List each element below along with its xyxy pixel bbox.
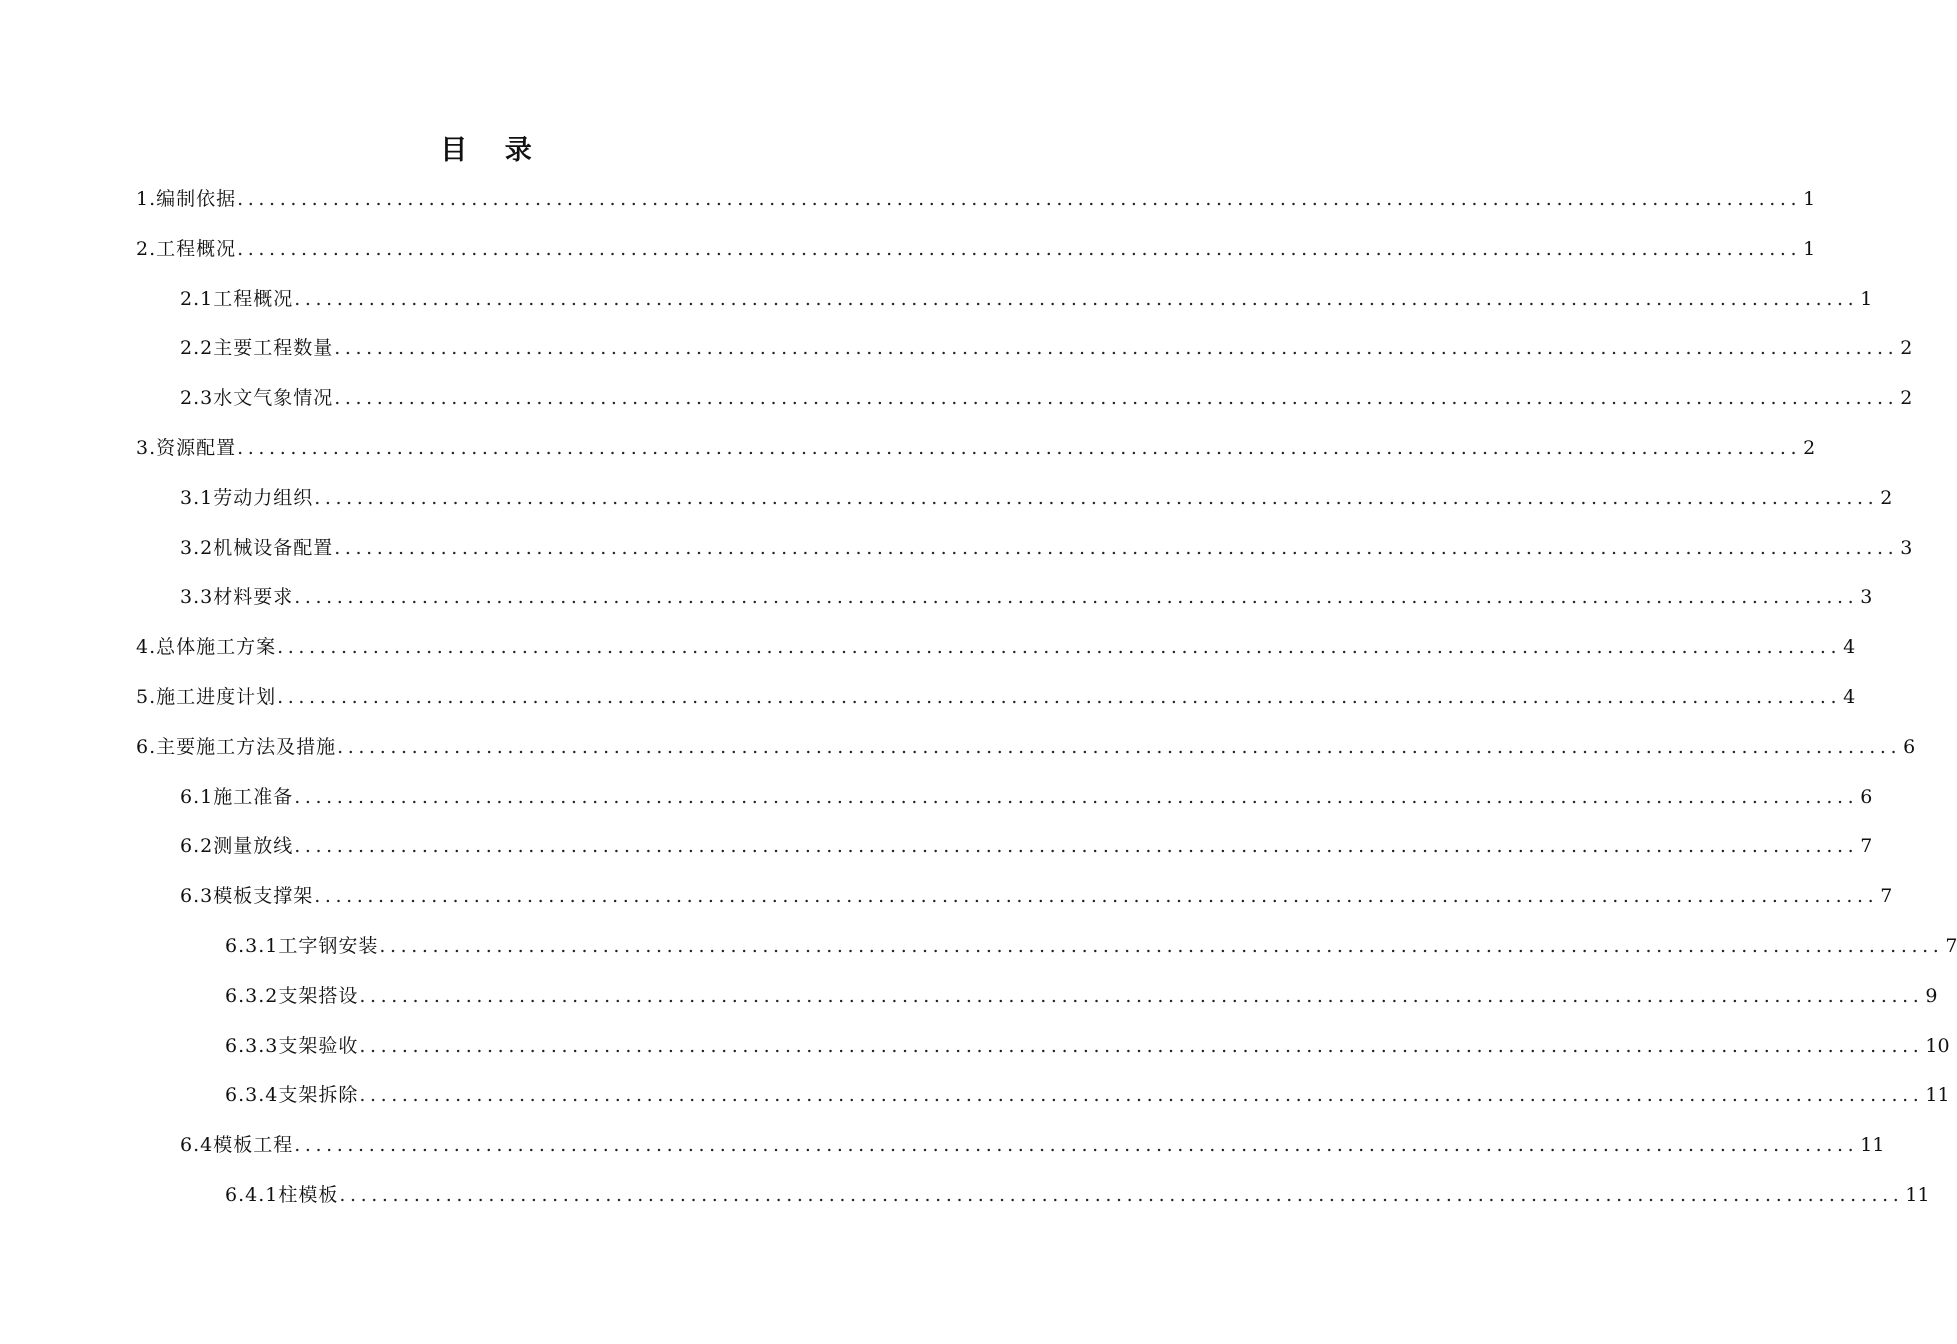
- toc-entry-label: 3.2机械设备配置: [180, 536, 334, 559]
- toc-entry-page: 6: [1903, 735, 1916, 758]
- toc-entry-label: 2.3水文气象情况: [180, 387, 334, 410]
- toc-dot-leader: ...................................................................................................................................................: [314, 885, 1879, 908]
- toc-entry-page: 3: [1900, 536, 1913, 559]
- toc-entry-label: 3.3材料要求: [180, 586, 294, 609]
- toc-entry-page: 1: [1860, 287, 1873, 310]
- toc-dot-leader: ...................................................................................................................................................: [237, 437, 1802, 459]
- toc-dot-leader: ...................................................................................................................................................: [294, 287, 1859, 310]
- toc-entry[interactable]: [136, 630, 1856, 664]
- toc-entry[interactable]: [180, 331, 1913, 365]
- toc-entry[interactable]: [136, 232, 1816, 266]
- toc-dot-leader: ...................................................................................................................................................: [294, 1134, 1859, 1157]
- toc-entry[interactable]: [225, 979, 1938, 1013]
- toc-entry-label: 6.1施工准备: [180, 785, 294, 808]
- toc-dot-leader: ...................................................................................................................................................: [237, 188, 1802, 210]
- toc-dot-leader: ...................................................................................................................................................: [277, 636, 1842, 659]
- toc-entry-label: 6.主要施工方法及措施: [136, 735, 337, 758]
- toc-dot-leader: ...................................................................................................................................................: [334, 337, 1899, 360]
- toc-entry[interactable]: [136, 431, 1816, 465]
- toc-entry-page: 7: [1880, 885, 1893, 908]
- toc-entry-label: 6.4.1柱模板: [225, 1184, 339, 1206]
- toc-dot-leader: ...................................................................................................................................................: [277, 686, 1842, 708]
- toc-entry-page: 3: [1860, 586, 1873, 609]
- toc-entry[interactable]: [180, 780, 1873, 814]
- toc-entry-page: 9: [1925, 984, 1938, 1007]
- toc-dot-leader: ...................................................................................................................................................: [314, 486, 1879, 509]
- toc-entry[interactable]: [180, 481, 1893, 515]
- toc-entry-label: 6.3.4支架拆除: [225, 1084, 359, 1107]
- toc-entry-page: 2: [1900, 387, 1913, 410]
- toc-entry[interactable]: [180, 531, 1913, 565]
- toc-entry-label: 6.2测量放线: [180, 835, 294, 858]
- toc-entry[interactable]: [225, 1178, 1930, 1212]
- toc-dot-leader: ...................................................................................................................................................: [379, 935, 1944, 957]
- toc-entry[interactable]: [180, 1128, 1885, 1162]
- toc-entry[interactable]: [136, 182, 1816, 216]
- toc-dot-leader: ...................................................................................................................................................: [334, 387, 1899, 410]
- toc-entry[interactable]: [180, 580, 1873, 614]
- toc-entry-label: 2.1工程概况: [180, 287, 294, 310]
- toc-dot-leader: ...................................................................................................................................................: [237, 237, 1802, 260]
- toc-entry[interactable]: [225, 1029, 1950, 1063]
- toc-entry-page: 1: [1803, 188, 1816, 210]
- toc-entry-label: 2.工程概况: [136, 237, 237, 260]
- toc-entry-label: 6.3.1工字钢安装: [225, 935, 379, 957]
- toc-entry[interactable]: [180, 879, 1893, 913]
- toc-entry[interactable]: [180, 282, 1873, 316]
- toc-title: 目 录: [440, 135, 546, 166]
- toc-dot-leader: ...................................................................................................................................................: [359, 984, 1924, 1007]
- toc-entry-label: 6.3.3支架验收: [225, 1034, 359, 1057]
- toc-entry[interactable]: [225, 1078, 1950, 1112]
- toc-entry-label: 3.资源配置: [136, 437, 237, 459]
- toc-dot-leader: ...................................................................................................................................................: [294, 785, 1859, 808]
- toc-entry-page: 6: [1860, 785, 1873, 808]
- toc-dot-leader: ...................................................................................................................................................: [339, 1184, 1904, 1206]
- toc-entry-page: 1: [1803, 237, 1816, 260]
- toc-entry-page: 2: [1880, 486, 1893, 509]
- toc-entry-label: 4.总体施工方案: [136, 636, 277, 659]
- toc-entry[interactable]: [225, 929, 1957, 963]
- toc-entry[interactable]: [180, 381, 1913, 415]
- toc-entry-page: 10: [1925, 1034, 1950, 1057]
- toc-entry-page: 7: [1945, 935, 1957, 957]
- toc-dot-leader: ...................................................................................................................................................: [359, 1034, 1924, 1057]
- toc-entry-label: 6.3.2支架搭设: [225, 984, 359, 1007]
- toc-dot-leader: ...................................................................................................................................................: [294, 835, 1859, 858]
- toc-dot-leader: ...................................................................................................................................................: [337, 735, 1902, 758]
- toc-entry-label: 6.4模板工程: [180, 1134, 294, 1157]
- toc-entry[interactable]: [136, 730, 1916, 764]
- toc-entry-page: 11: [1925, 1084, 1950, 1107]
- toc-entry-page: 2: [1900, 337, 1913, 360]
- toc-entry[interactable]: [180, 829, 1873, 863]
- toc-entry-page: 4: [1843, 636, 1856, 659]
- toc-entry[interactable]: [136, 680, 1856, 714]
- toc-entry-label: 5.施工进度计划: [136, 686, 277, 708]
- toc-entry-label: 6.3模板支撑架: [180, 885, 314, 908]
- toc-entry-label: 3.1劳动力组织: [180, 486, 314, 509]
- toc-dot-leader: ...................................................................................................................................................: [334, 536, 1899, 559]
- toc-entry-label: 2.2主要工程数量: [180, 337, 334, 360]
- toc-entry-page: 4: [1843, 686, 1856, 708]
- toc-dot-leader: ...................................................................................................................................................: [359, 1084, 1924, 1107]
- toc-entry-page: 11: [1905, 1184, 1930, 1206]
- toc-entry-page: 7: [1860, 835, 1873, 858]
- toc-dot-leader: ...................................................................................................................................................: [294, 586, 1859, 609]
- toc-entry-page: 2: [1803, 437, 1816, 459]
- toc-entry-label: 1.编制依据: [136, 188, 237, 210]
- toc-entry-page: 11: [1860, 1134, 1885, 1157]
